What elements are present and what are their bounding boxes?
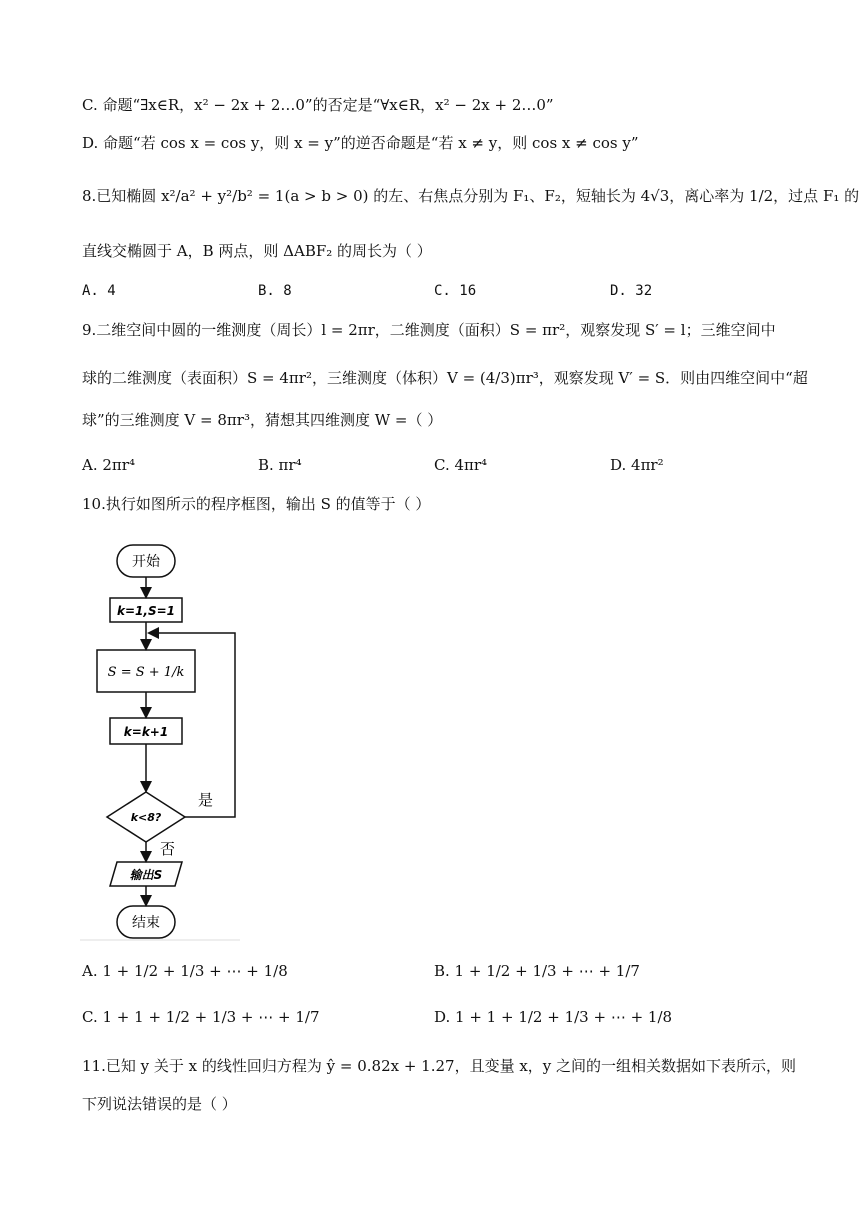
q10-option-c: C. 1 + 1 + 1/2 + 1/3 + ⋯ + 1/7 — [82, 1008, 320, 1026]
q8-option-c: C. 16 — [434, 283, 477, 299]
question-9-line-2: 球的二维测度（表面积）S = 4πr²，三维测度（体积）V = (4/3)πr³，观察发现 V′ = S．则由四维空间中“超 — [82, 369, 808, 387]
flowchart-output-label: 输出S — [129, 868, 163, 882]
question-11-line-1: 11.已知 y 关于 x 的线性回归方程为 ŷ = 0.82x + 1.27，且变量 x，y 之间的一组相关数据如下表所示，则 — [82, 1057, 797, 1075]
q10-option-b: B. 1 + 1/2 + 1/3 + ⋯ + 1/7 — [434, 962, 640, 980]
flowchart-init-label: k=1,S=1 — [117, 604, 175, 618]
flowchart-start-label: 开始 — [132, 554, 160, 570]
flowchart-end-label: 结束 — [132, 915, 160, 931]
q10-option-d: D. 1 + 1 + 1/2 + 1/3 + ⋯ + 1/8 — [434, 1008, 673, 1026]
option-d-line: D. 命题“若 cos x = cos y，则 x = y”的逆否命题是“若 x ≠ y，则 cos x ≠ cos y” — [82, 134, 639, 152]
flowchart-update-k-label: k=k+1 — [123, 725, 169, 739]
q9-option-b: B. πr⁴ — [258, 456, 302, 474]
question-8-line-1: 8.已知椭圆 x²/a² + y²/b² = 1(a > b > 0) 的左、右焦点分别为 F₁、F₂，短轴长为 4√3，离心率为 1/2，过点 F₁ 的 — [82, 187, 860, 205]
question-9-line-3: 球”的三维测度 V = 8πr³，猜想其四维测度 W =（ ） — [82, 411, 443, 429]
flowchart — [80, 528, 250, 948]
q8-option-d: D. 32 — [610, 283, 653, 299]
q10-option-a: A. 1 + 1/2 + 1/3 + ⋯ + 1/8 — [82, 962, 288, 980]
flowchart-condition-label: k<8? — [130, 811, 162, 824]
flowchart-no-label: 否 — [160, 840, 176, 858]
question-11-line-2: 下列说法错误的是（ ） — [82, 1095, 237, 1113]
question-9-line-1: 9.二维空间中圆的一维测度（周长）l = 2πr，二维测度（面积）S = πr²，观察发现 S′ = l；三维空间中 — [82, 321, 776, 339]
q9-option-a: A. 2πr⁴ — [82, 456, 135, 474]
question-10-line: 10.执行如图所示的程序框图，输出 S 的值等于（ ） — [82, 495, 431, 513]
question-8-line-2: 直线交椭圆于 A，B 两点，则 ΔABF₂ 的周长为（ ） — [82, 242, 432, 260]
option-c-line: C. 命题“∃x∈R，x² − 2x + 2…0”的否定是“∀x∈R，x² − 2x + 2…0” — [82, 96, 554, 114]
q8-option-a: A. 4 — [82, 283, 116, 299]
flowchart-update-s-label: S = S + 1/k — [107, 665, 185, 680]
q9-option-c: C. 4πr⁴ — [434, 456, 488, 474]
q9-option-d: D. 4πr² — [610, 456, 664, 474]
q8-option-b: B. 8 — [258, 283, 292, 299]
flowchart-yes-label: 是 — [198, 791, 214, 809]
